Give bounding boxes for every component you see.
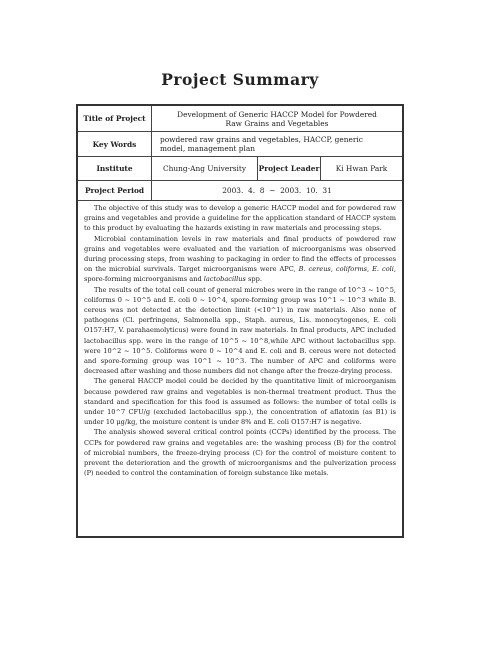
institute-row xyxy=(78,157,402,181)
title-line-1: Development of Generic HACCP Model for Powdered xyxy=(177,109,377,119)
summary-table xyxy=(76,104,404,538)
project-period-row xyxy=(78,181,402,201)
project-leader-value: Ki Hwan Park xyxy=(321,157,403,181)
project-info-table xyxy=(78,106,402,201)
title-of-project-label: Title of Project xyxy=(78,106,152,132)
title-line-2: Raw Grains and Vegetables xyxy=(225,118,329,128)
title-row xyxy=(78,106,402,132)
abstract-p2-lacto: lactobacillus xyxy=(203,275,246,284)
abstract-body xyxy=(78,201,402,478)
key-words-label: Key Words xyxy=(78,132,152,157)
institute-label: Institute xyxy=(78,157,152,181)
abstract-p2-coliforms: coliforms xyxy=(335,265,368,274)
key-words-value xyxy=(152,132,403,157)
key-words-row xyxy=(78,132,402,157)
abstract-p2-ecoli: E. coli xyxy=(372,265,394,274)
key-words-line-2: model, management plan xyxy=(160,144,256,153)
abstract-p2-text-a: Microbial contamination levels in raw materials and final products of powdered raw grains and vegetables were evaluated and the variation of microorganisms was observed during processing steps, from washing to packaging in order to find the effects of processes on the microbial survivals. Target microorganisms were APC, xyxy=(84,234,396,274)
abstract-paragraph-1: The objective of this study was to develop a generic HACCP model and for powdered raw grains and vegetables and provide a guideline for the application standard of HACCP system to this product by evaluating the hazards existing in raw materials and processing steps. xyxy=(84,204,396,233)
abstract-p2-sep2: , xyxy=(367,265,373,274)
abstract-paragraph-2 xyxy=(84,234,396,285)
project-period-value: 2003. 4. 8 ~ 2003. 10. 31 xyxy=(152,181,403,201)
abstract-paragraph-5: The analysis showed several critical control points (CCPs) identified by the process. The CCPs for powdered raw grains and vegetables are: the washing process (B) for the control of microbial numbers, the freeze-drying process (C) for the control of moisture content to prevent the deterioration and the growth of microorganisms and the pulverization process (P) needed to control the contamination of foreign substance like metals. xyxy=(84,428,396,478)
abstract-p2-sep1: , xyxy=(330,265,336,274)
project-period-label: Project Period xyxy=(78,181,152,201)
page-title: Project Summary xyxy=(161,70,319,89)
title-of-project-value xyxy=(152,106,403,132)
abstract-paragraph-4: The general HACCP model could be decided by the quantitative limit of microorganism because powdered raw grains and vegetables is non-thermal treatment product. Thus the standard and specification for this food is assumed as follows: the number of total cells is under 10^7 CFU/g (excluded lactobacillus spp.), the concentration of aflatoxin (as B1) is under 10 μg/kg, the moisture content is under 8% and E. coli O157:H7 is negative. xyxy=(84,377,396,427)
project-leader-label: Project Leader xyxy=(258,157,321,181)
abstract-p2-text-c: spp. xyxy=(245,275,262,284)
abstract-p2-text-b: , spore-forming microorganisms and xyxy=(84,265,396,284)
institute-value: Chung-Ang University xyxy=(152,157,258,181)
key-words-line-1: powdered raw grains and vegetables, HACCP, generic xyxy=(160,135,363,144)
abstract-paragraph-3: The results of the total cell count of general microbes were in the range of 10^3 ~ 10^5, coliforms 0 ~ 10^5 and E. coli 0 ~ 10^4, spore-forming group was 10^1 ~ 10^3 while B. cereus was not detected at the detection limit (<10^1) in raw materials. Also none of pathogens (Cl. perfringens, Salmonella spp., Staph. aureus, Lis. monocytogenes, E. coli O157:H7, V. parahaemolyticus) were found in raw materials. In final products, APC included lactobacillus spp. were in the range of 10^5 ~ 10^8,while APC without lactobacillus spp. were 10^2 ~ 10^5. Coliforms were 0 ~ 10^4 and E. coli and B. cereus were not detected and spore-forming group was 10^1 ~ 10^3. The number of APC and coliforms were decreased after washing and those numbers did not change after the freeze-drying process. xyxy=(84,285,396,376)
abstract-p2-bcereus: B. cereus xyxy=(298,265,331,274)
